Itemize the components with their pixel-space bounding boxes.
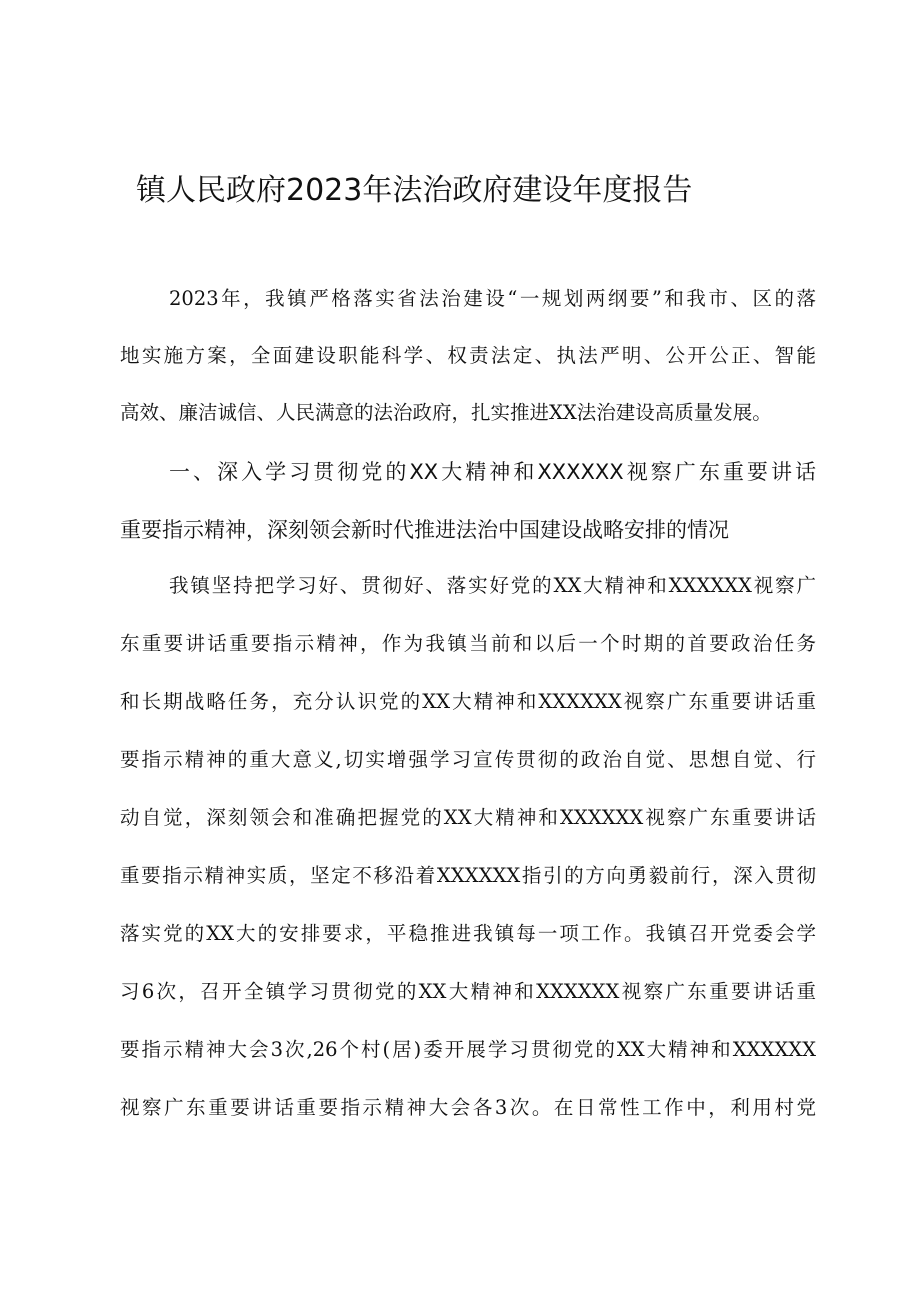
body-line-7: 落实党的XX大的安排要求，平稳推进我镇每一项工作。我镇召开党委会学 (120, 922, 816, 945)
body-line-8: 习6次，召开全镇学习贯彻党的XX大精神和XXXXXX视察广东重要讲话重 (120, 980, 816, 1003)
body-line-5: 动自觉，深刻领会和准确把握党的XX大精神和XXXXXX视察广东重要讲话 (120, 806, 816, 829)
document-title: 镇人民政府2023年法治政府建设年度报告 (136, 173, 693, 208)
section-heading-line-2: 重要指示精神，深刻领会新时代推进法治中国建设战略安排的情况 (120, 518, 729, 542)
body-line-9: 要指示精神大会3次,26个村(居)委开展学习贯彻党的XX大精神和XXXXXX (120, 1038, 816, 1061)
body-line-10: 视察广东重要讲话重要指示精神大会各3次。在日常性工作中，利用村党 (120, 1096, 816, 1119)
intro-line-3: 高效、廉洁诚信、人民满意的法治政府，扎实推进XX法治建设高质量发展。 (120, 401, 772, 424)
intro-line-2: 地实施方案，全面建设职能科学、权责法定、执法严明、公开公正、智能 (120, 344, 816, 367)
intro-line-1: 2023年，我镇严格落实省法治建设“一规划两纲要”和我市、区的落 (169, 287, 816, 310)
body-line-3: 和长期战略任务，充分认识党的XX大精神和XXXXXX视察广东重要讲话重 (120, 690, 816, 713)
body-line-1: 我镇坚持把学习好、贯彻好、落实好党的XX大精神和XXXXXX视察广 (169, 574, 816, 597)
body-line-2: 东重要讲话重要指示精神，作为我镇当前和以后一个时期的首要政治任务 (120, 632, 816, 655)
body-line-4: 要指示精神的重大意义,切实增强学习宣传贯彻的政治自觉、思想自觉、行 (120, 748, 816, 771)
body-line-6: 重要指示精神实质，坚定不移沿着XXXXXX指引的方向勇毅前行，深入贯彻 (120, 864, 816, 887)
section-heading-line-1: 一、深入学习贯彻党的XX大精神和XXXXXX视察广东重要讲话 (169, 460, 816, 484)
